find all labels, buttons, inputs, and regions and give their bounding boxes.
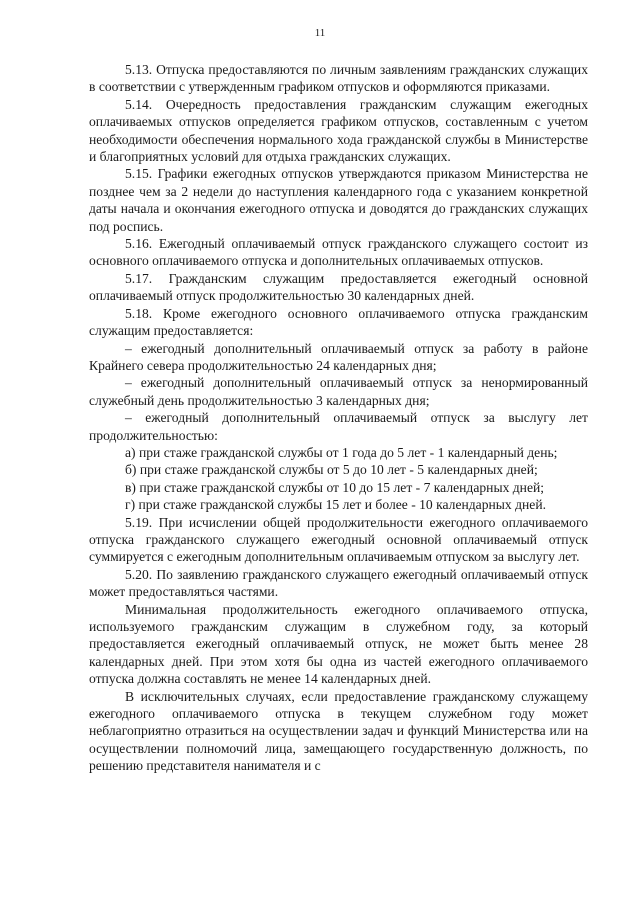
paragraph-minimum-duration: Минимальная продолжительность ежегодного оплачиваемого отпуска, используемого гражданским служащим в служебном году, за который предоставляется ежегодный оплачиваемый отпуск, не может быть менее 28 календарных дней. При этом хотя бы одна из частей ежегодного оплачиваемого отпуска должна составлять не менее 14 календарных дней. [89,601,588,687]
paragraph-5-14: 5.14. Очередность предоставления гражданским служащим ежегодных оплачиваемых отпусков определяется графиком отпусков, составленным с учетом необходимости обеспечения нормального хода гражданской службы в Министерстве и благоприятных условий для отдыха гражданских служащих. [89,96,588,165]
page-number: 11 [314,27,326,39]
sub-item-a: а) при стаже гражданской службы от 1 года до 5 лет - 1 календарный день; [125,444,558,460]
paragraph-5-13: 5.13. Отпуска предоставляются по личным заявлениям гражданских служащих в соответствии с утвержденным графиком отпусков и оформляются приказами. [89,62,588,95]
sub-item-b: б) при стаже гражданской службы от 5 до 10 лет - 5 календарных дней; [125,462,538,478]
document-body [89,61,588,775]
list-item-seniority-leave: – ежегодный дополнительный оплачиваемый отпуск за выслугу лет продолжительностью: [89,410,588,443]
list-item-irregular-day-leave: – ежегодный дополнительный оплачиваемый отпуск за ненормированный служебный день продолжительностью 3 календарных дня; [89,375,588,408]
paragraph-5-18: 5.18. Кроме ежегодного основного оплачиваемого отпуска гражданским служащим предоставляется: [89,305,588,339]
paragraph-5-15: 5.15. Графики ежегодных отпусков утверждаются приказом Министерства не позднее чем за 2 недели до наступления календарного года с указанием конкретной даты начала и окончания ежегодного отпуска и доводятся до гражданских служащих под роспись. [89,166,588,234]
list-item-far-north-leave: – ежегодный дополнительный оплачиваемый отпуск за работу в районе Крайнего севера продолжительностью 24 календарных дня; [89,340,588,373]
paragraph-5-19: 5.19. При исчислении общей продолжительности ежегодного оплачиваемого отпуска гражданского служащего ежегодный основной оплачиваемый отпуск суммируется с ежегодным дополнительным оплачиваемым отпуском за выслугу лет. [89,514,588,565]
paragraph-5-16: 5.16. Ежегодный оплачиваемый отпуск гражданского служащего состоит из основного оплачиваемого отпуска и дополнительных оплачиваемых отпусков. [89,236,588,269]
sub-item-v: в) при стаже гражданской службы от 10 до 15 лет - 7 календарных дней; [125,479,545,495]
paragraph-exceptional-cases: В исключительных случаях, если предоставление гражданскому служащему ежегодного оплачиваемого отпуска в текущем служебном году может неблагоприятно отразиться на осуществлении задач и функций Министерства или на осуществлении полномочий лица, замещающего государственную должность, по решению представителя нанимателя и с [89,688,588,774]
paragraph-5-17: 5.17. Гражданским служащим предоставляется ежегодный основной оплачиваемый отпуск продолжительностью 30 календарных дней. [89,270,588,304]
sub-item-g: г) при стаже гражданской службы 15 лет и более - 10 календарных дней. [125,497,547,513]
paragraph-5-20: 5.20. По заявлению гражданского служащего ежегодный оплачиваемый отпуск может предоставляться частями. [89,566,588,600]
